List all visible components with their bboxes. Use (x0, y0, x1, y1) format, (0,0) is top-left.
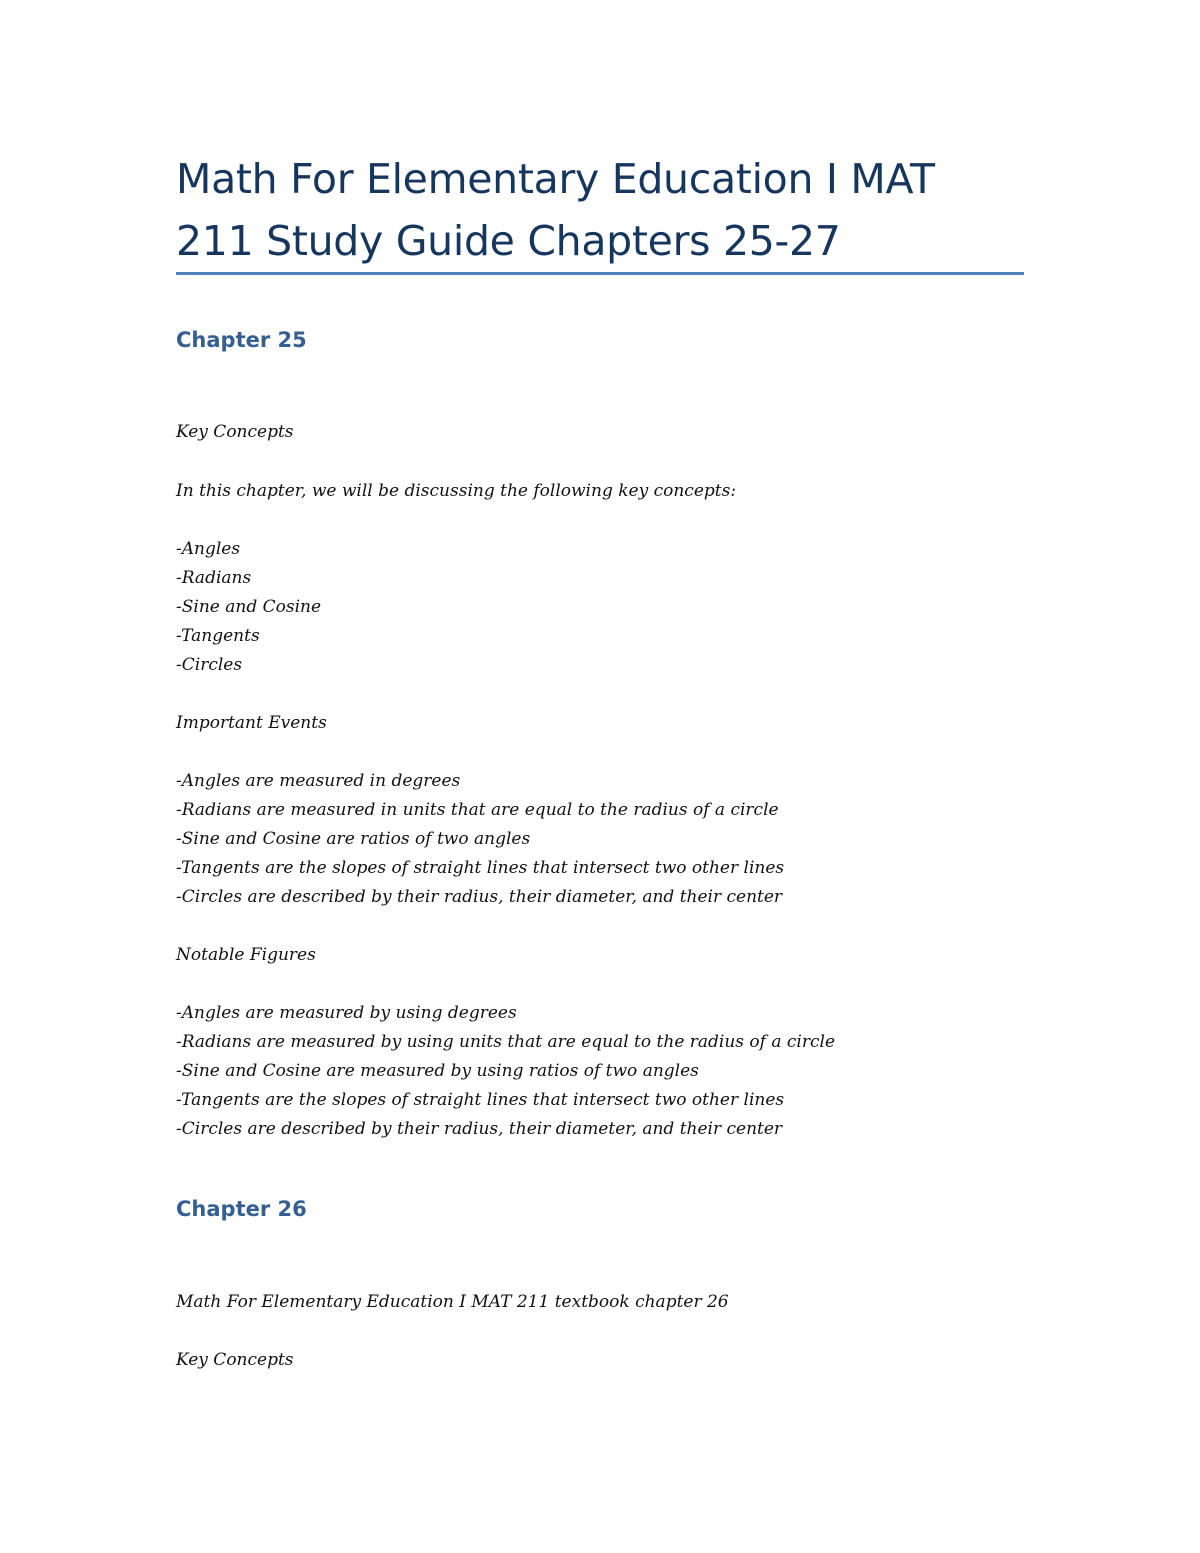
concept-item: -Radians (176, 568, 252, 588)
title-line-1: Math For Elementary Education I MAT (176, 155, 935, 203)
concept-item: -Tangents (176, 626, 260, 646)
chapter-25-key-concepts-label: Key Concepts (176, 422, 294, 442)
figure-item: -Sine and Cosine are measured by using ratios of two angles (176, 1061, 699, 1081)
chapter-25-intro: In this chapter, we will be discussing the following key concepts: (176, 481, 737, 501)
chapter-25-heading: Chapter 25 (176, 328, 307, 352)
chapter-26-textbook-line: Math For Elementary Education I MAT 211 textbook chapter 26 (176, 1292, 729, 1312)
concept-item: -Sine and Cosine (176, 597, 322, 617)
title-line-2: 211 Study Guide Chapters 25-27 (176, 217, 841, 265)
figure-item: -Angles are measured by using degrees (176, 1003, 517, 1023)
event-item: -Sine and Cosine are ratios of two angles (176, 829, 531, 849)
event-item: -Circles are described by their radius, their diameter, and their center (176, 887, 783, 907)
title-underline-rule (176, 272, 1024, 275)
event-item: -Radians are measured in units that are equal to the radius of a circle (176, 800, 779, 820)
figure-item: -Tangents are the slopes of straight lines that intersect two other lines (176, 1090, 785, 1110)
notable-figures-label: Notable Figures (176, 945, 316, 965)
document-title (176, 148, 1036, 272)
concept-item: -Angles (176, 539, 241, 559)
important-events-label: Important Events (176, 713, 327, 733)
event-item: -Angles are measured in degrees (176, 771, 461, 791)
chapter-26-key-concepts-label: Key Concepts (176, 1350, 294, 1370)
concept-item: -Circles (176, 655, 243, 675)
figure-item: -Radians are measured by using units that are equal to the radius of a circle (176, 1032, 836, 1052)
figure-item: -Circles are described by their radius, their diameter, and their center (176, 1119, 783, 1139)
chapter-26-heading: Chapter 26 (176, 1197, 307, 1221)
event-item: -Tangents are the slopes of straight lines that intersect two other lines (176, 858, 785, 878)
